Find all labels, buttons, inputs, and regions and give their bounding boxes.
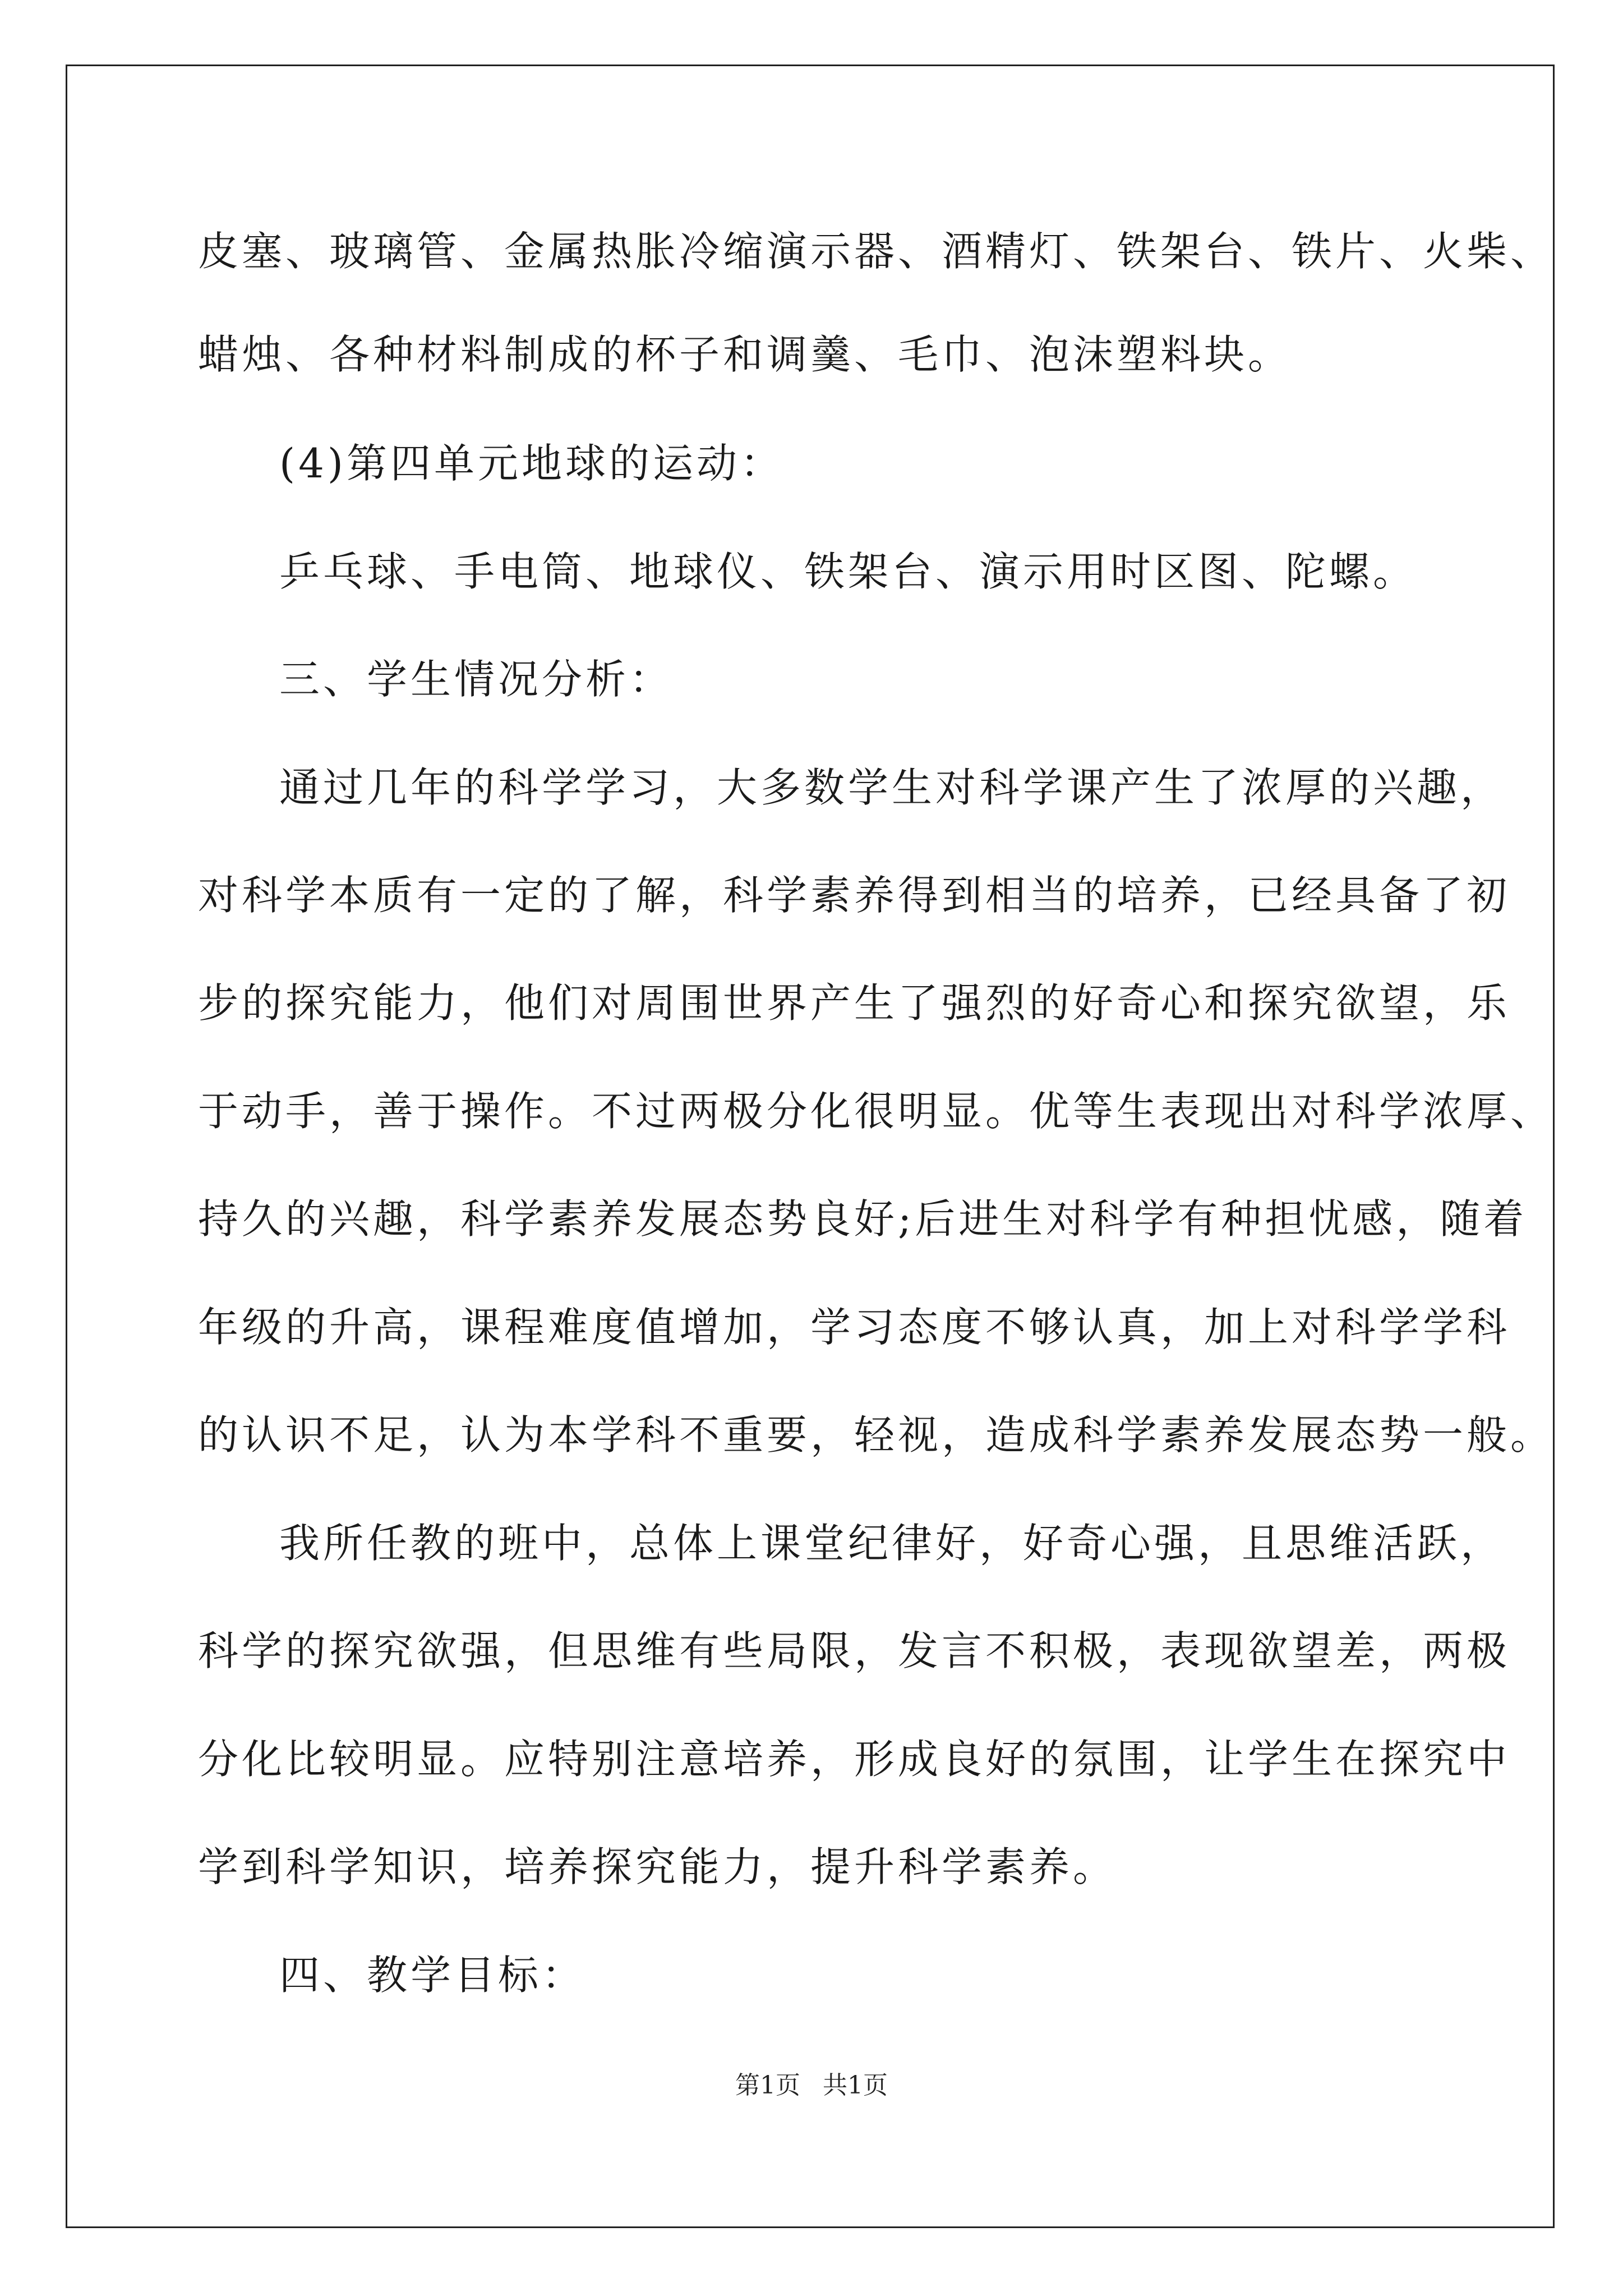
text-line-12: 的认识不足，认为本学科不重要，轻视，造成科学素养发展态势一般。: [198, 1411, 1555, 1458]
text-line-6: 通过几年的科学学习，大多数学生对科学课产生了浓厚的兴趣，: [279, 764, 1505, 811]
page-total: 共1页: [823, 2071, 888, 2100]
text-line-9: 于动手，善于操作。不过两极分化很明显。优等生表现出对科学浓厚、: [198, 1088, 1555, 1135]
text-line-7: 对科学本质有一定的了解，科学素养得到相当的培养，已经具备了初: [198, 872, 1511, 919]
text-line-13: 我所任教的班中，总体上课堂纪律好，好奇心强，且思维活跃，: [279, 1520, 1505, 1567]
page-number: 第1页: [735, 2071, 800, 2100]
text-line-10: 持久的兴趣，科学素养发展态势良好;后进生对科学有种担忧感，随着: [198, 1195, 1528, 1243]
page-border: [66, 65, 1555, 2228]
section-heading-teaching-goals: 四、教学目标：: [279, 1952, 586, 1999]
text-line-4: 乒乓球、手电筒、地球仪、铁架台、演示用时区图、陀螺。: [279, 548, 1417, 595]
text-line-2: 蜡烛、各种材料制成的杯子和调羹、毛巾、泡沫塑料块。: [198, 331, 1292, 378]
page-footer: [0, 2073, 1623, 2098]
text-line-11: 年级的升高，课程难度值增加，学习态度不够认真，加上对科学学科: [198, 1304, 1511, 1351]
text-line-8: 步的探究能力，他们对周围世界产生了强烈的好奇心和探究欲望，乐: [198, 979, 1511, 1027]
text-line-15: 分化比较明显。应特别注意培养，形成良好的氛围，让学生在探究中: [198, 1736, 1511, 1783]
text-line-14: 科学的探究欲强，但思维有些局限，发言不积极，表现欲望差，两极: [198, 1627, 1511, 1674]
text-line-16: 学到科学知识，培养探究能力，提升科学素养。: [198, 1843, 1117, 1890]
section-heading-student-analysis: 三、学生情况分析：: [279, 656, 674, 703]
text-line-3-unit4-heading: (4)第四单元地球的运动：: [279, 440, 784, 487]
text-line-1: 皮塞、玻璃管、金属热胀冷缩演示器、酒精灯、铁架台、铁片、火柴、: [198, 228, 1555, 275]
